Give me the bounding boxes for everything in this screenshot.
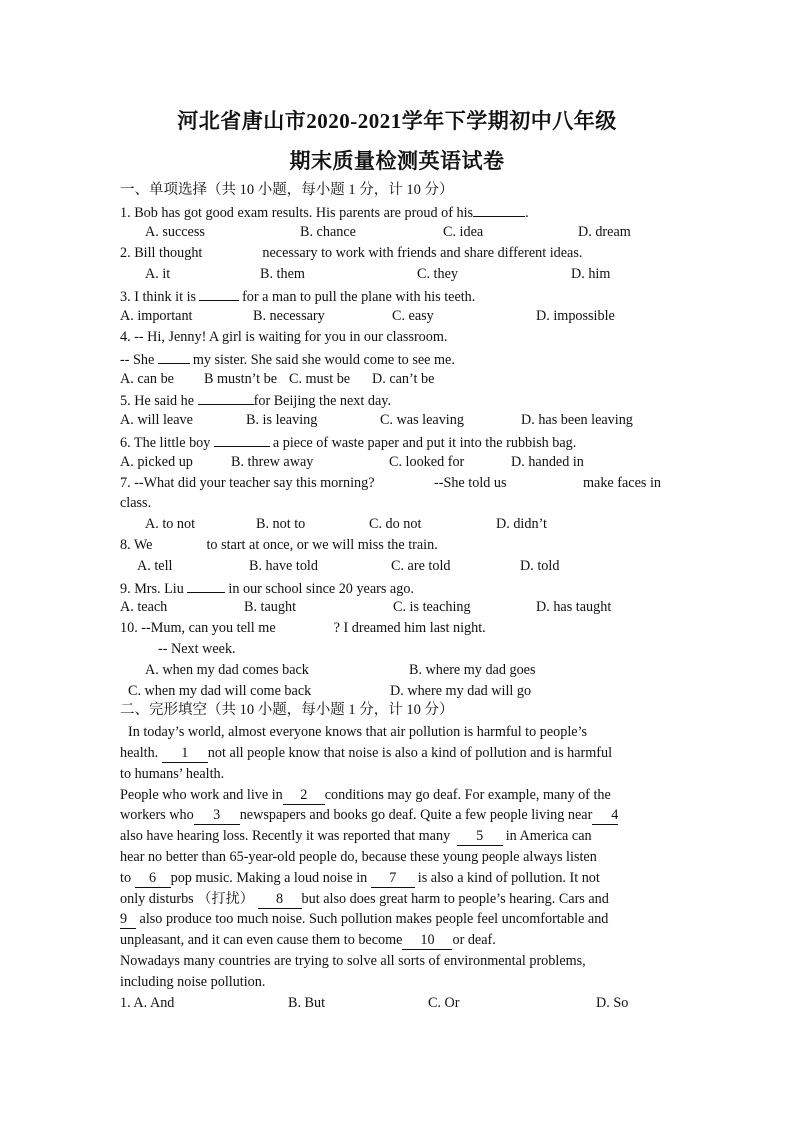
passage-line: health. 1 not all people know that noise is also a kind of pollution and is harmful [120,745,613,761]
question-7-option-b[interactable]: B. not to [256,516,306,532]
section1-heading: 一、单项选择（共 10 小题，每小题 1 分，计 10 分） [120,182,454,198]
page-subtitle: 期末质量检测英语试卷 [289,149,505,173]
passage-line: In today’s world, almost everyone knows that air pollution is harmful to people’s [128,724,588,740]
question-9-option-b[interactable]: B. taught [244,599,297,615]
cloze-1-option-c[interactable]: C. Or [428,995,460,1011]
cloze-blank-10: 10 [402,931,452,950]
question-9-option-a[interactable]: A. teach [120,599,168,615]
question-6-option-a[interactable]: A. picked up [120,454,193,470]
question-9-stem: 9. Mrs. Liu in our school since 20 years ago. [120,578,414,598]
question-5-option-a[interactable]: A. will leave [120,412,193,428]
question-6-stem: 6. The little boy a piece of waste paper and put it into the rubbish bag. [120,432,576,452]
question-7-option-a[interactable]: A. to not [145,516,196,532]
question-6-option-d[interactable]: D. handed in [511,454,584,470]
cloze-1-option-b[interactable]: B. But [288,995,326,1011]
question-10-option-d[interactable]: D. where my dad will go [390,683,532,699]
cloze-blank-7: 7 [371,869,415,888]
question-8-option-c[interactable]: C. are told [391,558,451,574]
question-5-stem: 5. He said he for Beijing the next day. [120,390,391,410]
question-9-option-d[interactable]: D. has taught [536,599,612,615]
cloze-blank-2: 2 [283,786,325,805]
question-1-option-a[interactable]: A. success [145,224,205,240]
cloze-blank-5: 5 [457,827,503,846]
question-1-option-b[interactable]: B. chance [300,224,356,240]
passage-line: 9 also produce too much noise. Such pollution makes people feel uncomfortable and [120,911,609,927]
cloze-1-option-d[interactable]: D. So [596,995,629,1011]
question-7-option-c[interactable]: C. do not [369,516,422,532]
question-8-option-b[interactable]: B. have told [249,558,318,574]
question-2-option-c[interactable]: C. they [417,266,458,282]
cloze-blank-6: 6 [135,869,171,888]
question-3-option-d[interactable]: D. impossible [536,308,615,324]
question-7-answer: --She told us [434,475,507,491]
question-4-option-d[interactable]: D. can’t be [372,371,435,387]
cloze-blank-4: 4 [592,806,618,825]
question-4-option-b[interactable]: B mustn’t be [204,371,278,387]
cloze-blank-8: 8 [258,890,302,909]
question-9-option-c[interactable]: C. is teaching [393,599,471,615]
question-1-option-d[interactable]: D. dream [578,224,631,240]
question-4-option-c[interactable]: C. must be [289,371,351,387]
section2-heading: 二、完形填空（共 10 小题，每小题 1 分，计 10 分） [120,702,454,718]
question-1-stem: 1. Bob has got good exam results. His parents are proud of his . [120,202,529,222]
passage-line: Nowadays many countries are trying to solve all sorts of environmental problems, [120,953,586,969]
question-5-option-c[interactable]: C. was leaving [380,412,464,428]
question-2-stem: 2. Bill thought necessary to work with friends and share different ideas. [120,245,583,261]
passage-line: to humans’ health. [120,766,225,782]
passage-line: also have hearing loss. Recently it was reported that many 5 in America can [120,828,592,844]
question-2-option-b[interactable]: B. them [260,266,305,282]
question-5-option-d[interactable]: D. has been leaving [521,412,633,428]
passage-line: to 6 pop music. Making a loud noise in 7 is also a kind of pollution. It not [120,870,600,886]
passage-line: People who work and live in 2 conditions may go deaf. For example, many of the [120,787,611,803]
cloze-blank-9: 9 [120,910,136,929]
question-10-option-b[interactable]: B. where my dad goes [409,662,536,678]
passage-line: unpleasant, and it can even cause them to become 10 or deaf. [120,932,496,948]
question-1-option-c[interactable]: C. idea [443,224,484,240]
question-6-option-c[interactable]: C. looked for [389,454,465,470]
question-7-stem-end: make faces in [583,475,661,491]
question-2-option-d[interactable]: D. him [571,266,611,282]
question-2-option-a[interactable]: A. it [145,266,171,282]
question-3-stem: 3. I think it is for a man to pull the plane with his teeth. [120,286,475,306]
question-10-stem: 10. --Mum, can you tell me ? I dreamed him last night. [120,620,486,636]
question-6-option-b[interactable]: B. threw away [231,454,314,470]
passage-line: workers who 3 newspapers and books go deaf. Quite a few people living near 4 [120,807,619,823]
question-7-stem: 7. --What did your teacher say this morning? [120,475,375,491]
question-3-option-a[interactable]: A. important [120,308,193,324]
question-4-option-a[interactable]: A. can be [120,371,174,387]
question-7-option-d[interactable]: D. didn’t [496,516,547,532]
question-5-option-b[interactable]: B. is leaving [246,412,318,428]
question-7-stem-cont: class. [120,495,152,511]
question-10-option-a[interactable]: A. when my dad comes back [145,662,309,678]
question-10-reply: -- Next week. [158,641,236,657]
cloze-1-option-a[interactable]: 1. A. And [120,995,175,1011]
question-3-option-b[interactable]: B. necessary [253,308,325,324]
question-8-stem: 8. We to start at once, or we will miss the train. [120,537,438,553]
passage-line: hear no better than 65-year-old people do, because these young people always listen [120,849,597,865]
question-3-option-c[interactable]: C. easy [392,308,434,324]
passage-line: only disturbs （打扰） 8 but also does great harm to people’s hearing. Cars and [120,891,609,907]
passage-line: including noise pollution. [120,974,266,990]
question-10-option-c[interactable]: C. when my dad will come back [128,683,312,699]
question-8-option-d[interactable]: D. told [520,558,560,574]
question-4-reply: -- She my sister. She said she would come to see me. [120,349,455,369]
cloze-blank-1: 1 [162,744,208,763]
question-8-option-a[interactable]: A. tell [137,558,173,574]
question-4-stem: 4. -- Hi, Jenny! A girl is waiting for you in our classroom. [120,329,448,345]
page-title: 河北省唐山市2020-2021学年下学期初中八年级 [177,109,617,133]
cloze-blank-3: 3 [194,806,240,825]
